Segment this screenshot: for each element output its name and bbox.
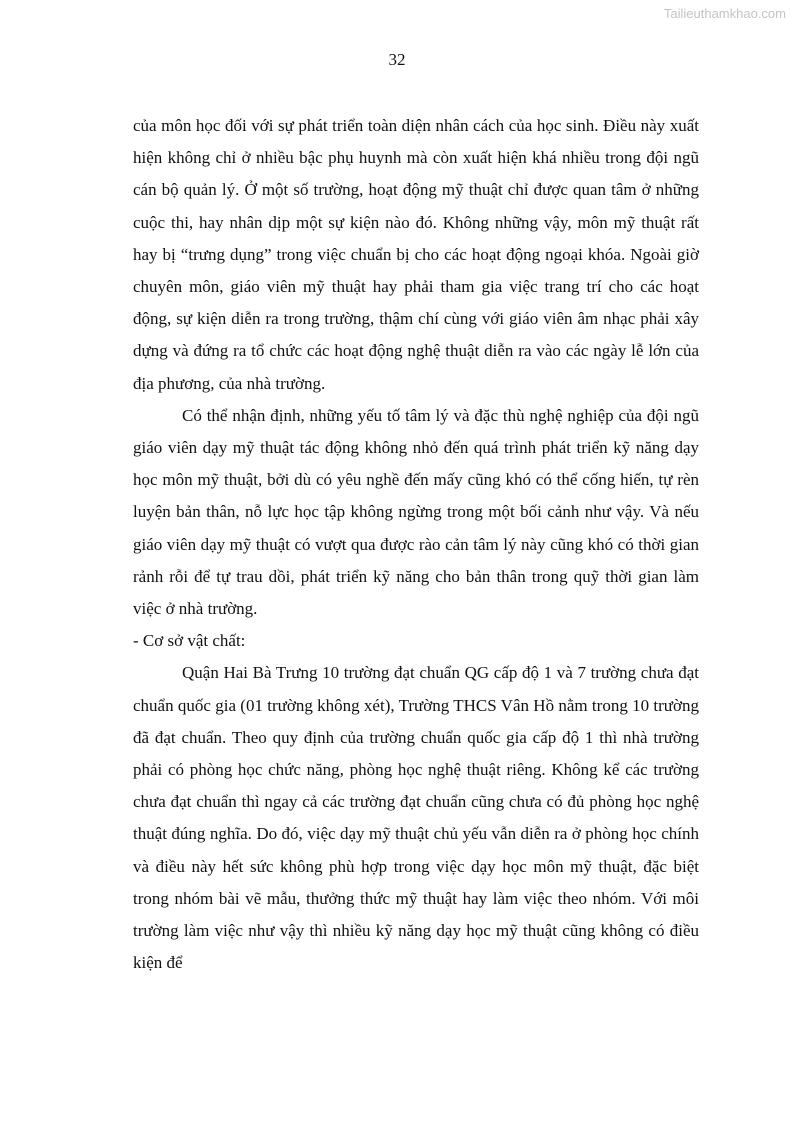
paragraph-facilities: Quận Hai Bà Trưng 10 trường đạt chuẩn QG cấp độ 1 và 7 trường chưa đạt chuẩn quốc gia (01 trường không xét), Trường THCS Vân Hồ nằm trong 10 trường đã đạt chuẩn. Theo quy định của trường chuẩn quốc gia cấp độ 1 thì nhà trường phải có phòng học chức năng, phòng học nghệ thuật riêng. Không kể các trường chưa đạt chuẩn thì ngay cả các trường đạt chuẩn cũng chưa có đủ phòng học nghệ thuật đúng nghĩa. Do đó, việc dạy mỹ thuật chủ yếu vẫn diễn ra ở phòng học chính và điều này hết sức không phù hợp trong việc dạy học môn mỹ thuật, đặc biệt trong nhóm bài vẽ mẫu, thưởng thức mỹ thuật hay làm việc theo nhóm. Với môi trường làm việc như vậy thì nhiều kỹ năng dạy học mỹ thuật cũng không có điều kiện để bbox=[133, 663, 699, 973]
paragraph-continued: của môn học đối với sự phát triển toàn diện nhân cách của học sinh. Điều này xuất hiện không chỉ ở nhiều bậc phụ huynh mà còn xuất hiện khá nhiều trong đội ngũ cán bộ quản lý. Ở một số trường, hoạt động mỹ thuật chỉ được quan tâm ở những cuộc thi, hay nhân dịp một sự kiện nào đó. Không những vậy, môn mỹ thuật rất hay bị “trưng dụng” trong việc chuẩn bị cho các hoạt động ngoại khóa. Ngoài giờ chuyên môn, giáo viên mỹ thuật hay phải tham gia việc trang trí cho các hoạt động, sự kiện diễn ra trong trường, thậm chí cùng với giáo viên âm nhạc phải xây dựng và đứng ra tổ chức các hoạt động nghệ thuật diễn ra vào các ngày lễ lớn của địa phương, của nhà trường. bbox=[133, 116, 699, 393]
page-number: 32 bbox=[388, 50, 406, 69]
document-body bbox=[133, 110, 699, 979]
section-heading-facilities: - Cơ sở vật chất: bbox=[133, 631, 246, 651]
paragraph-assessment: Có thể nhận định, những yếu tố tâm lý và đặc thù nghệ nghiệp của đội ngũ giáo viên dạy mỹ thuật tác động không nhỏ đến quá trình phát triển kỹ năng dạy học môn mỹ thuật, bởi dù có yêu nghề đến mấy cũng khó có thể cống hiến, tự rèn luyện bản thân, nỗ lực học tập không ngừng trong một bối cảnh như vậy. Và nếu giáo viên dạy mỹ thuật có vượt qua được rào cản tâm lý này cũng khó có thời gian rảnh rỗi để tự trau dồi, phát triển kỹ năng cho bản thân trong quỹ thời gian làm việc ở nhà trường. bbox=[133, 405, 699, 619]
watermark-text: Tailieuthamkhao.com bbox=[663, 6, 786, 21]
